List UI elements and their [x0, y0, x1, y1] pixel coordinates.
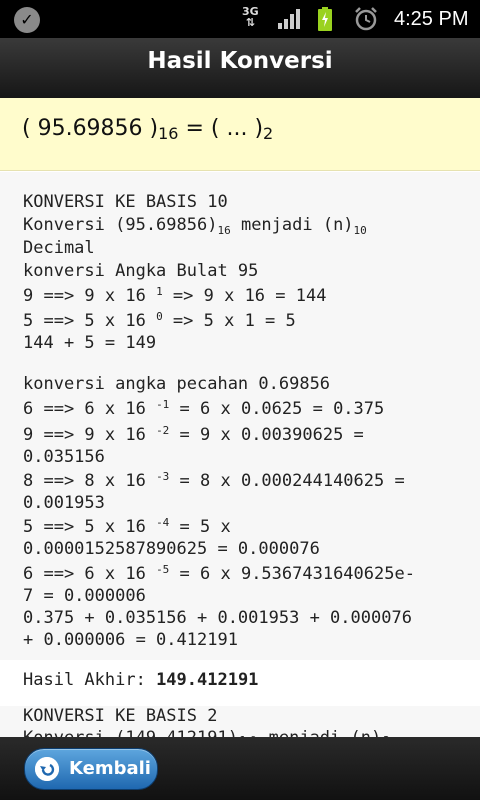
fraction-line-rhs: = 9 x 0.00390625 =	[169, 425, 364, 445]
clock-time: 4:25 PM	[394, 8, 469, 30]
fraction-line	[23, 471, 405, 491]
integer-line-lhs: 5 ==> 5 x 16	[23, 311, 157, 331]
fraction-line-rhs: = 5 x	[169, 517, 231, 537]
fraction-line	[23, 517, 231, 537]
fraction-line-lhs: 9 ==> 9 x 16	[23, 425, 157, 445]
network-type-icon: 3G ⇅	[242, 5, 259, 29]
section-heading: KONVERSI KE BASIS 10	[23, 192, 228, 212]
conversion-line	[23, 215, 367, 235]
integer-line-lhs: 9 ==> 9 x 16	[23, 286, 157, 306]
integer-title: konversi Angka Bulat 95	[23, 261, 259, 281]
final-result-line	[23, 670, 258, 690]
section-heading: KONVERSI KE BASIS 2	[23, 706, 218, 726]
fraction-line-continued: 0.035156	[23, 447, 105, 467]
target-expression: = ( ... )	[185, 116, 264, 141]
exponent: -3	[156, 470, 170, 483]
exponent: -2	[156, 424, 170, 437]
alarm-clock-icon	[353, 6, 379, 32]
decimal-label: Decimal	[23, 238, 95, 258]
conversion-prefix: Konversi (95.69856)	[23, 215, 218, 235]
page-title: Hasil Konversi	[147, 48, 333, 74]
final-result-value: 149.412191	[156, 670, 259, 690]
fraction-line	[23, 399, 384, 419]
fraction-line-lhs: 5 ==> 5 x 16	[23, 517, 157, 537]
exponent: -5	[156, 563, 170, 576]
base10-section	[0, 172, 480, 660]
title-bar	[0, 38, 480, 99]
exponent: -1	[156, 398, 170, 411]
back-button[interactable]	[24, 748, 158, 790]
fraction-line	[23, 425, 364, 445]
signal-strength-icon	[278, 9, 302, 29]
exponent: 0	[156, 310, 163, 323]
integer-line	[23, 286, 326, 306]
source-number: ( 95.69856 )	[22, 116, 159, 141]
fraction-line-rhs: = 6 x 9.5367431640625e-	[169, 564, 415, 584]
integer-line-rhs: => 5 x 1 = 5	[162, 311, 296, 331]
fraction-title: konversi angka pecahan 0.69856	[23, 374, 331, 394]
fraction-line	[23, 564, 415, 584]
integer-line	[23, 311, 296, 331]
integer-line-rhs: => 9 x 16 = 144	[162, 286, 327, 306]
status-bar	[0, 0, 480, 38]
fraction-line-continued: 0.001953	[23, 493, 105, 513]
conversion-sub-base: 16	[217, 224, 231, 237]
conversion-target-base: 10	[353, 224, 367, 237]
fraction-line-continued: 0.0000152587890625 = 0.000076	[23, 539, 320, 559]
fraction-line-rhs: = 8 x 0.000244140625 =	[169, 471, 405, 491]
fraction-line-rhs: = 6 x 0.0625 = 0.375	[169, 399, 385, 419]
exponent: 1	[156, 285, 163, 298]
back-arrow-icon	[35, 757, 59, 781]
integer-sum: 144 + 5 = 149	[23, 333, 157, 353]
fraction-sum: 0.375 + 0.035156 + 0.001953 + 0.000076	[23, 608, 412, 628]
conversion-header	[0, 98, 480, 171]
source-base: 16	[158, 124, 179, 143]
conversion-expression	[22, 116, 273, 141]
battery-charging-icon	[318, 7, 332, 31]
result-content[interactable]	[0, 172, 480, 737]
fraction-line-lhs: 8 ==> 8 x 16	[23, 471, 157, 491]
fraction-line-continued: 7 = 0.000006	[23, 586, 146, 606]
conversion-mid: menjadi (n)	[230, 215, 354, 235]
fraction-line-lhs: 6 ==> 6 x 16	[23, 564, 157, 584]
fraction-line-lhs: 6 ==> 6 x 16	[23, 399, 157, 419]
final-result-label: Hasil Akhir:	[23, 670, 157, 690]
fraction-sum-continued: + 0.000006 = 0.412191	[23, 630, 238, 650]
check-notification-icon: ✓	[14, 7, 40, 33]
target-base: 2	[263, 124, 274, 143]
final-result	[0, 660, 480, 706]
network-type-label: 3G	[242, 5, 259, 18]
bottom-bar	[0, 737, 480, 800]
exponent: -4	[156, 516, 170, 529]
back-button-label: Kembali	[69, 758, 151, 779]
